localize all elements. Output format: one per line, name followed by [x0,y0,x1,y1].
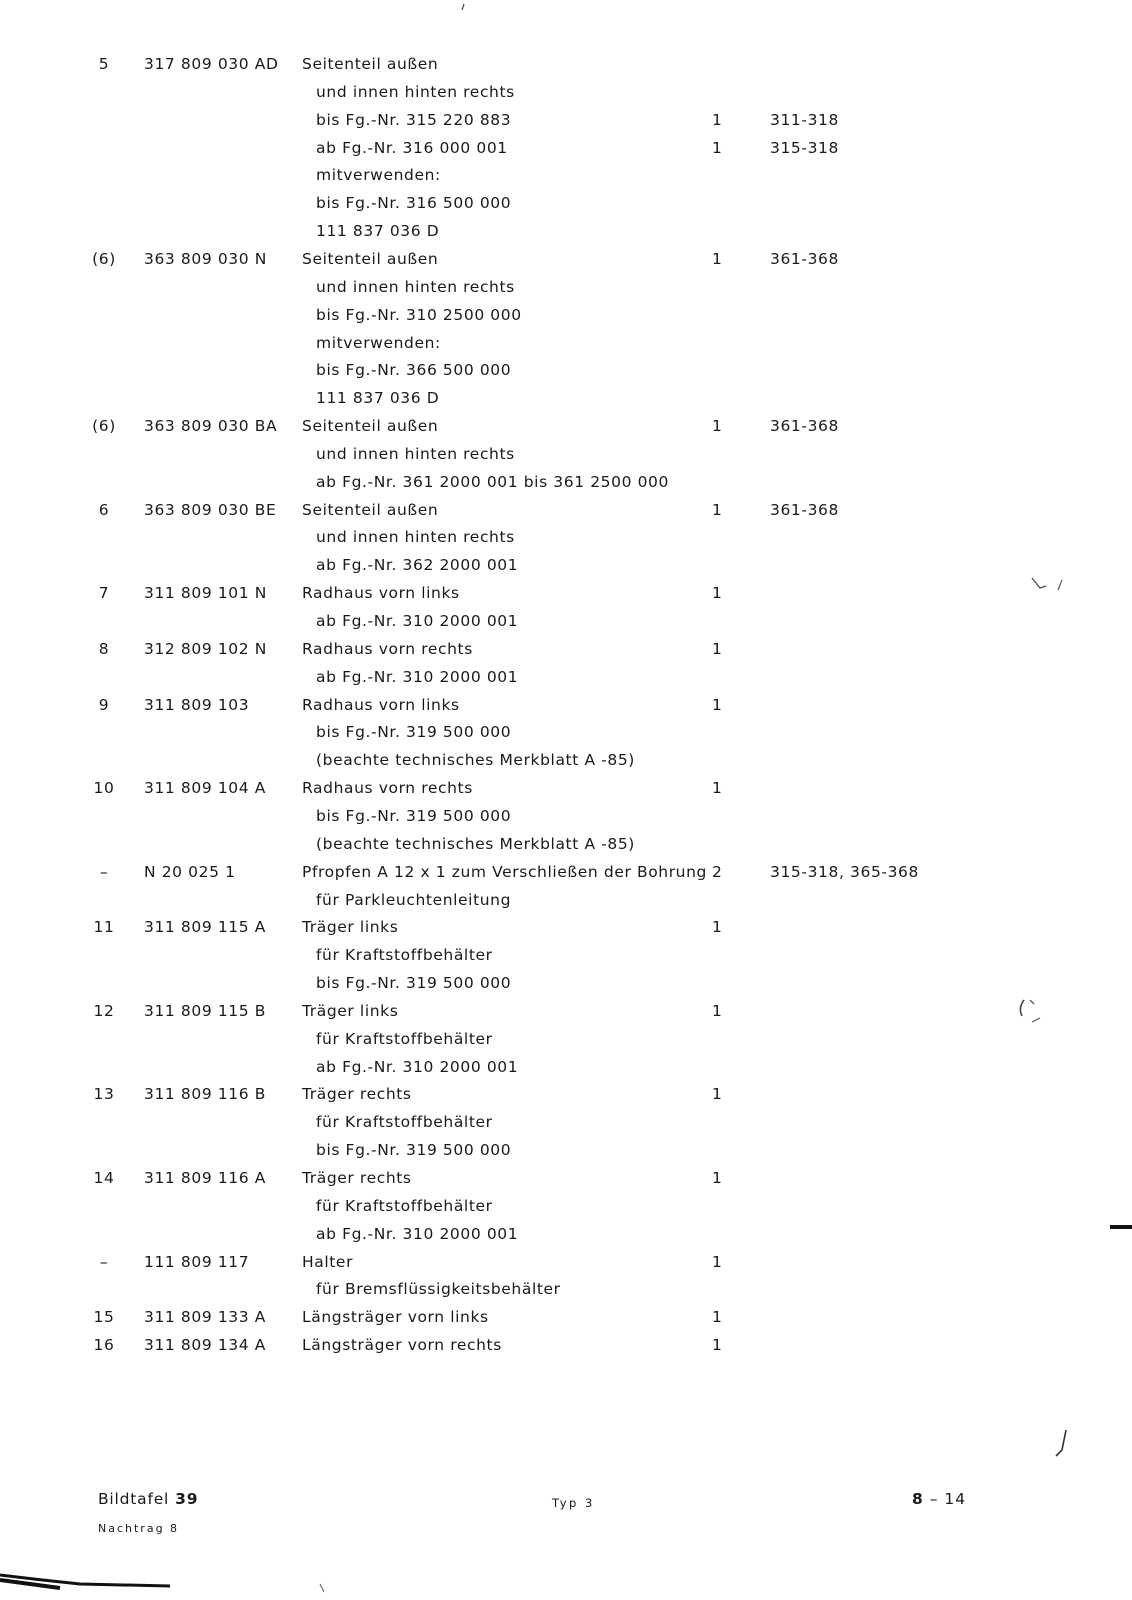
table-row [0,190,1132,216]
part-description: und innen hinten rechts [316,83,515,101]
part-number: 311 809 133 A [144,1308,266,1326]
quantity: 1 [712,139,723,157]
table-row [0,803,1132,829]
page-number [912,1490,966,1508]
part-description: bis Fg.-Nr. 319 500 000 [316,807,512,825]
table-row [0,664,1132,690]
part-number: 311 809 104 A [144,779,266,797]
table-row [0,1276,1132,1302]
part-description: Seitenteil außen [302,501,439,519]
part-number: 363 809 030 N [144,250,267,268]
part-description: bis Fg.-Nr. 315 220 883 [316,111,512,129]
quantity: 1 [712,501,723,519]
part-description: bis Fg.-Nr. 319 500 000 [316,1141,512,1159]
table-row [0,385,1132,411]
plate-label: Bildtafel [98,1490,170,1508]
part-description: ab Fg.-Nr. 362 2000 001 [316,556,519,574]
part-description: Seitenteil außen [302,417,439,435]
position-number: 13 [93,1085,115,1103]
table-row [0,719,1132,745]
table-row [0,998,1132,1024]
part-number: 312 809 102 N [144,640,267,658]
table-row [0,636,1132,662]
quantity: 1 [712,779,723,797]
quantity: 1 [712,1253,723,1271]
part-description: Träger rechts [302,1085,412,1103]
position-number: – [99,863,109,881]
part-description: mitverwenden: [316,166,441,184]
table-row [0,162,1132,188]
part-description: ab Fg.-Nr. 361 2000 001 bis 361 2500 000 [316,473,669,491]
part-description: ab Fg.-Nr. 310 2000 001 [316,1225,519,1243]
position-number: (6) [92,417,116,435]
position-number: 8 [98,640,110,658]
quantity: 1 [712,918,723,936]
part-description: Träger links [302,918,399,936]
table-row [0,580,1132,606]
position-number: – [99,1253,109,1271]
part-description: bis Fg.-Nr. 310 2500 000 [316,306,522,324]
table-row [0,1304,1132,1330]
part-description: für Kraftstoffbehälter [316,946,493,964]
quantity: 1 [712,417,723,435]
table-row [0,1221,1132,1247]
part-description: (beachte technisches Merkblatt A -85) [316,835,635,853]
table-row [0,831,1132,857]
quantity: 1 [712,111,723,129]
part-number: 111 809 117 [144,1253,250,1271]
table-row [0,1332,1132,1358]
table-row [0,79,1132,105]
part-description: Radhaus vorn links [302,584,460,602]
vehicle-type: Typ 3 [552,1496,595,1510]
table-row [0,1081,1132,1107]
page-group: 8 [912,1490,924,1508]
applicability: 361-368 [770,501,839,519]
part-number: 311 809 115 B [144,1002,266,1020]
part-description: ab Fg.-Nr. 310 2000 001 [316,1058,519,1076]
position-number: 14 [93,1169,115,1187]
table-row [0,1193,1132,1219]
part-description: für Kraftstoffbehälter [316,1113,493,1131]
part-number: 317 809 030 AD [144,55,279,73]
position-number: 9 [98,696,110,714]
position-number: 5 [98,55,110,73]
part-description: (beachte technisches Merkblatt A -85) [316,751,635,769]
table-row [0,775,1132,801]
table-row [0,107,1132,133]
position-number: 12 [93,1002,115,1020]
part-description: und innen hinten rechts [316,528,515,546]
part-number: 311 809 134 A [144,1336,266,1354]
quantity: 1 [712,1336,723,1354]
part-description: für Kraftstoffbehälter [316,1030,493,1048]
table-row [0,1109,1132,1135]
part-number: 311 809 103 [144,696,250,714]
part-description: Träger rechts [302,1169,412,1187]
table-row [0,218,1132,244]
table-row [0,970,1132,996]
part-description: Radhaus vorn rechts [302,779,473,797]
table-row [0,887,1132,913]
table-row [0,51,1132,77]
part-description: 111 837 036 D [316,222,440,240]
part-description: und innen hinten rechts [316,278,515,296]
page-dash: – [929,1490,939,1508]
part-number: 363 809 030 BE [144,501,277,519]
table-row [0,747,1132,773]
table-row [0,246,1132,272]
part-description: bis Fg.-Nr. 319 500 000 [316,723,512,741]
part-number: 311 809 116 A [144,1169,266,1187]
position-number: 6 [98,501,110,519]
table-row [0,135,1132,161]
table-row [0,302,1132,328]
part-description: Längsträger vorn links [302,1308,489,1326]
quantity: 2 [712,863,723,881]
part-description: Pfropfen A 12 x 1 zum Verschließen der Bohrung [302,863,707,881]
quantity: 1 [712,1169,723,1187]
position-number: 16 [93,1336,115,1354]
table-row [0,859,1132,885]
part-description: für Bremsflüssigkeitsbehälter [316,1280,561,1298]
part-description: Längsträger vorn rechts [302,1336,502,1354]
applicability: 361-368 [770,417,839,435]
supplement-note: Nachtrag 8 [98,1522,180,1535]
table-row [0,608,1132,634]
part-description: ab Fg.-Nr. 310 2000 001 [316,612,519,630]
table-row [0,692,1132,718]
applicability: 361-368 [770,250,839,268]
position-number: 11 [93,918,115,936]
part-number: N 20 025 1 [144,863,236,881]
part-description: ab Fg.-Nr. 310 2000 001 [316,668,519,686]
table-row [0,497,1132,523]
quantity: 1 [712,1002,723,1020]
part-description: Radhaus vorn rechts [302,640,473,658]
quantity: 1 [712,640,723,658]
table-row [0,469,1132,495]
plate-number: 39 [175,1490,199,1508]
position-number: 7 [98,584,110,602]
table-row [0,552,1132,578]
part-description: bis Fg.-Nr. 319 500 000 [316,974,512,992]
table-row [0,1249,1132,1275]
part-description: Träger links [302,1002,399,1020]
quantity: 1 [712,696,723,714]
part-description: Halter [302,1253,354,1271]
part-description: für Kraftstoffbehälter [316,1197,493,1215]
table-row [0,914,1132,940]
part-description: für Parkleuchtenleitung [316,891,512,909]
position-number: (6) [92,250,116,268]
applicability: 315-318, 365-368 [770,863,919,881]
page-index: 14 [944,1490,967,1508]
part-number: 311 809 116 B [144,1085,266,1103]
table-row [0,441,1132,467]
position-number: 15 [93,1308,115,1326]
table-row [0,413,1132,439]
part-number: 311 809 115 A [144,918,266,936]
table-row [0,524,1132,550]
table-row [0,330,1132,356]
part-description: und innen hinten rechts [316,445,515,463]
applicability: 315-318 [770,139,839,157]
position-number: 10 [93,779,115,797]
part-description: bis Fg.-Nr. 366 500 000 [316,361,512,379]
part-description: Seitenteil außen [302,55,439,73]
part-number: 311 809 101 N [144,584,267,602]
table-row [0,1165,1132,1191]
quantity: 1 [712,1308,723,1326]
table-row [0,1054,1132,1080]
plate-reference [98,1490,198,1508]
applicability: 311-318 [770,111,839,129]
table-row [0,1137,1132,1163]
quantity: 1 [712,584,723,602]
table-row [0,1026,1132,1052]
part-description: Seitenteil außen [302,250,439,268]
table-row [0,942,1132,968]
table-row [0,357,1132,383]
part-description: bis Fg.-Nr. 316 500 000 [316,194,512,212]
quantity: 1 [712,1085,723,1103]
part-description: Radhaus vorn links [302,696,460,714]
part-description: ab Fg.-Nr. 316 000 001 [316,139,508,157]
quantity: 1 [712,250,723,268]
table-row [0,274,1132,300]
part-description: mitverwenden: [316,334,441,352]
part-number: 363 809 030 BA [144,417,278,435]
part-description: 111 837 036 D [316,389,440,407]
